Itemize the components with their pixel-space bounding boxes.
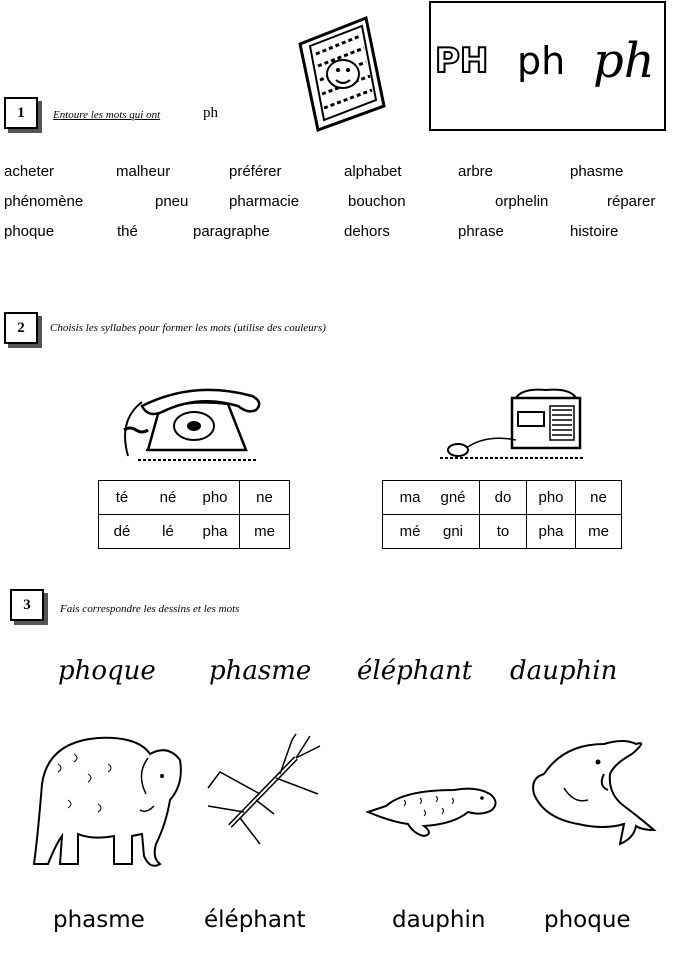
print-word[interactable]: dauphin [392, 907, 486, 933]
exercise-2-instruction: Choisis les syllabes pour former les mots (utilise des couleurs) [50, 322, 326, 334]
cursive-word[interactable]: phoque [58, 656, 156, 686]
exercise-3-number: 3 [10, 589, 44, 621]
word[interactable]: orphelin [495, 193, 549, 210]
word[interactable]: acheter [4, 163, 55, 180]
syllable-cell[interactable] [576, 481, 622, 515]
print-word[interactable]: éléphant [204, 907, 306, 933]
syllable[interactable]: té [115, 489, 129, 506]
syllable-cell[interactable] [576, 515, 622, 549]
word[interactable]: pharmacie [229, 193, 300, 210]
syllable-cell[interactable] [383, 481, 480, 515]
syllable[interactable]: me [254, 523, 275, 540]
syllable[interactable]: do [494, 489, 512, 506]
syllable-cell[interactable] [527, 481, 576, 515]
word[interactable]: phoque [4, 223, 55, 240]
exercise-1-instruction: Entoure les mots qui ont [53, 109, 161, 121]
seal-drawing[interactable] [364, 776, 504, 838]
word[interactable]: phrase [458, 223, 504, 240]
syllable-table-right [382, 480, 622, 549]
table-row [383, 481, 622, 515]
letters-box [429, 1, 666, 131]
syllable[interactable]: me [588, 523, 609, 540]
syllable-cell[interactable] [240, 481, 290, 515]
elephant-drawing[interactable] [28, 724, 183, 874]
word[interactable]: arbre [458, 163, 494, 180]
word[interactable]: dehors [344, 223, 390, 240]
stick-insect-drawing[interactable] [200, 732, 326, 846]
syllable-cell[interactable] [480, 481, 527, 515]
syllable[interactable]: ne [256, 489, 273, 506]
syllable[interactable]: pha [202, 523, 228, 540]
exercise-2-number: 2 [4, 312, 38, 344]
syllable[interactable]: ma [399, 489, 421, 506]
syllable-cell[interactable] [383, 515, 480, 549]
print-word[interactable]: phasme [53, 907, 145, 933]
table-row [383, 515, 622, 549]
syllable-cell[interactable] [527, 515, 576, 549]
syllable[interactable]: dé [113, 523, 131, 540]
word[interactable]: phasme [570, 163, 624, 180]
syllable[interactable]: né [159, 489, 177, 506]
word[interactable]: phénomène [4, 193, 84, 210]
word[interactable]: alphabet [344, 163, 402, 180]
syllable[interactable]: gni [442, 523, 464, 540]
syllable-table-left [98, 480, 290, 549]
syllable[interactable]: gné [440, 489, 466, 506]
book-illustration [296, 14, 388, 132]
word[interactable]: préférer [229, 163, 282, 180]
syllable[interactable]: pha [538, 523, 564, 540]
syllable-cell[interactable] [480, 515, 527, 549]
exercise-1-target: ph [203, 105, 218, 121]
word[interactable]: thé [117, 223, 138, 240]
syllable[interactable]: ne [590, 489, 607, 506]
syllable-cell[interactable] [240, 515, 290, 549]
lowercase-letters: ph [517, 39, 566, 83]
word[interactable]: paragraphe [193, 223, 270, 240]
cursive-word[interactable]: dauphin [510, 656, 618, 686]
print-word[interactable]: phoque [544, 907, 631, 933]
cursive-letters: ph [593, 33, 655, 89]
radio-drawing [436, 388, 586, 464]
exercise-1-number: 1 [4, 97, 38, 129]
cursive-word[interactable]: éléphant [357, 656, 473, 686]
syllable[interactable]: to [496, 523, 510, 540]
word[interactable]: pneu [155, 193, 189, 210]
print-letters: PH [435, 41, 489, 81]
cursive-word[interactable]: phasme [209, 656, 312, 686]
table-row [99, 481, 290, 515]
syllable-cell[interactable] [99, 515, 240, 549]
syllable[interactable]: pho [202, 489, 228, 506]
exercise-3-instruction: Fais correspondre les dessins et les mots [60, 603, 240, 615]
table-row [99, 515, 290, 549]
word[interactable]: réparer [607, 193, 656, 210]
dolphin-drawing[interactable] [524, 734, 664, 856]
word[interactable]: histoire [570, 223, 619, 240]
syllable[interactable]: mé [399, 523, 421, 540]
syllable[interactable]: lé [162, 523, 174, 540]
word[interactable]: malheur [116, 163, 171, 180]
word[interactable]: bouchon [348, 193, 406, 210]
syllable-cell[interactable] [99, 481, 240, 515]
telephone-drawing [118, 380, 268, 466]
syllable[interactable]: pho [538, 489, 564, 506]
